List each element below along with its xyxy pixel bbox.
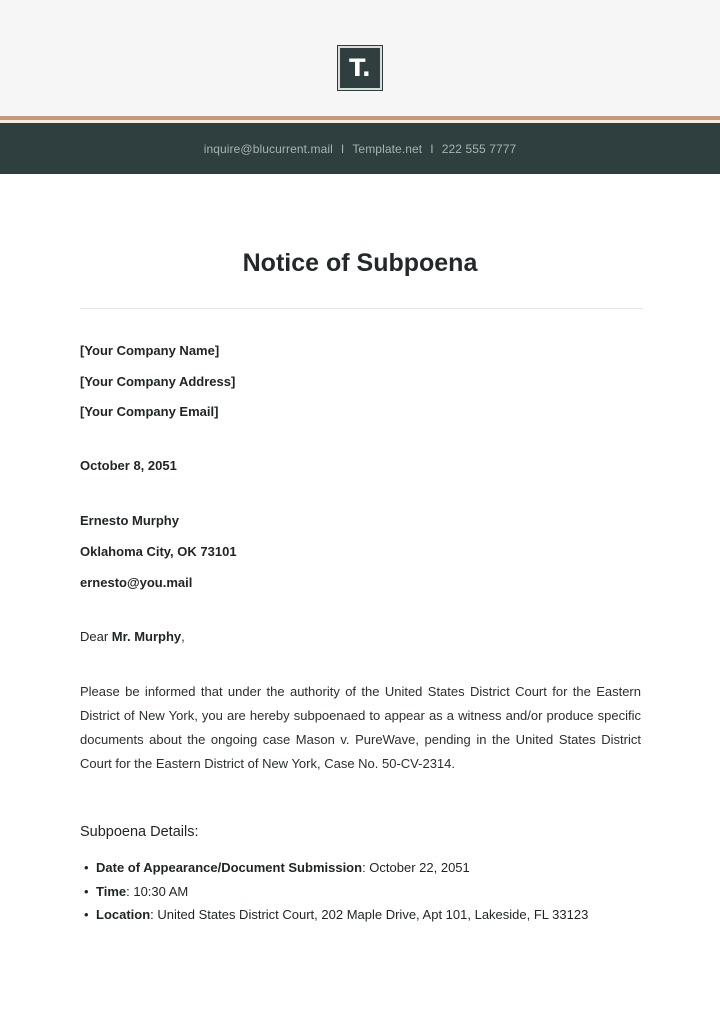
salutation <box>80 629 185 644</box>
list-item <box>84 880 588 904</box>
detail-label: Location <box>96 907 151 922</box>
contact-separator: I <box>430 141 434 156</box>
bullet-icon: • <box>84 860 89 875</box>
bullet-icon: • <box>84 907 89 922</box>
details-list <box>84 856 588 927</box>
detail-value: : United States District Court, 202 Maple Drive, Apt 101, Lakeside, FL 33123 <box>150 907 589 922</box>
recipient-email: ernesto@you.mail <box>80 575 193 590</box>
template-logo <box>338 46 382 90</box>
recipient-city: Oklahoma City, OK 73101 <box>80 544 237 559</box>
sender-company-name: [Your Company Name] <box>80 343 220 358</box>
detail-label: Date of Appearance/Document Submission <box>96 860 363 875</box>
sender-company-email: [Your Company Email] <box>80 404 219 419</box>
detail-value: : October 22, 2051 <box>362 860 470 875</box>
detail-label: Time <box>96 883 127 899</box>
salutation-prefix: Dear <box>80 629 112 644</box>
list-item <box>84 903 588 927</box>
contact-email: inquire@blucurrent.mail <box>203 141 333 156</box>
salutation-suffix: , <box>181 629 185 644</box>
contact-website: Template.net <box>352 141 423 156</box>
letter-date: October 8, 2051 <box>80 458 177 473</box>
detail-value: : 10:30 AM <box>126 883 189 899</box>
salutation-name: Mr. Murphy <box>111 629 182 644</box>
title-divider <box>80 308 643 309</box>
body-paragraph: Please be informed that under the authority of the United States District Court for the Eastern District of New York, you are hereby subpoenaed to appear as a witness and/or produce specific documents about the ongoing case Mason v. PureWave, pending in the United States District Court for the Eastern District of New York, Case No. 50-CV-2314. <box>80 684 641 771</box>
sender-company-address: [Your Company Address] <box>80 374 236 389</box>
recipient-name: Ernesto Murphy <box>80 513 179 528</box>
contact-separator: I <box>340 141 345 156</box>
contact-bar <box>0 123 720 174</box>
bullet-icon: • <box>84 883 89 899</box>
contact-phone: 222 555 7777 <box>441 141 517 156</box>
logo-letter: T. <box>349 54 371 82</box>
details-heading: Subpoena Details: <box>80 824 199 840</box>
list-item <box>84 856 588 880</box>
document-title: Notice of Subpoena <box>242 249 478 277</box>
